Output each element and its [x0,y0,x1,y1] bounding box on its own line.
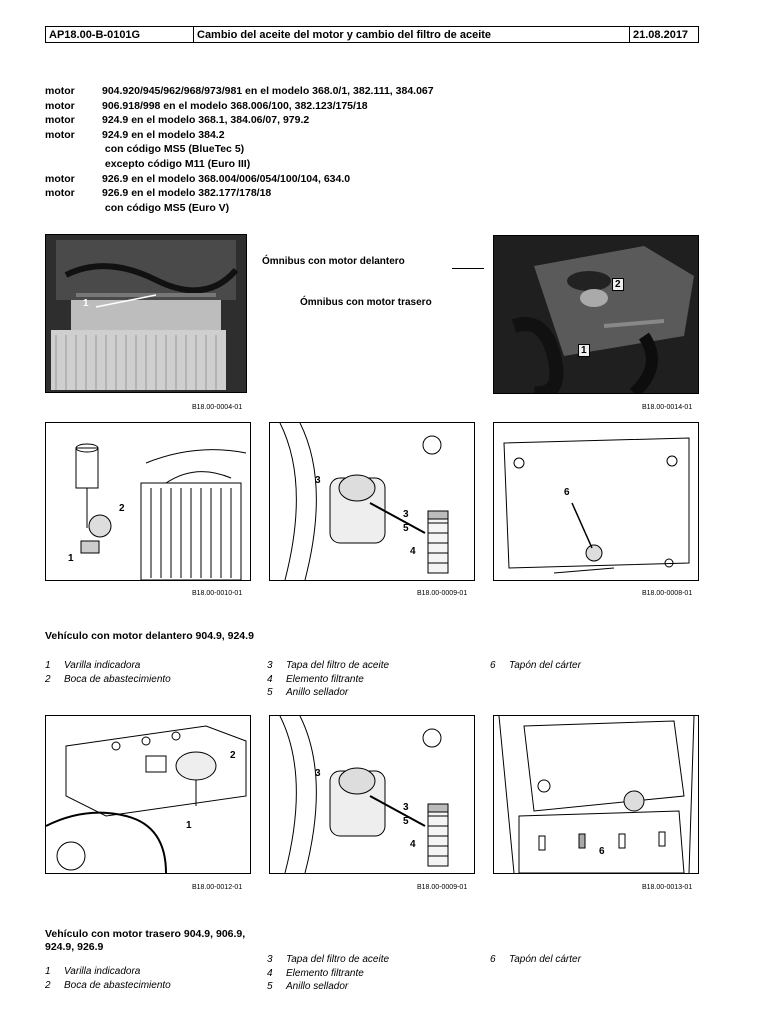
legend-item [267,980,389,994]
legend-text: Varilla indicadora [64,966,141,977]
callout-1: 1 [68,553,74,564]
model-row [45,157,434,172]
figure-photo-rear-engine [493,235,699,394]
connector-line [452,268,484,269]
oil-filter-drawing [270,716,474,873]
document-title: Cambio del aceite del motor y cambio del filtro de aceite [194,27,630,42]
callout-3: 3 [315,475,321,486]
figure-photo-front-engine [45,234,247,393]
model-label [45,157,102,172]
legend-text: Anillo sellador [286,687,349,698]
engine-photo-graphic [46,235,246,392]
model-label: motor [45,99,75,112]
model-text: con código MS5 (BlueTec 5) [102,143,245,156]
figure-caption: B18.00-0009-01 [417,884,468,891]
callout-6: 6 [599,846,605,857]
legend-number: 5 [267,687,273,698]
figure-drawing-oil-pan-rear [493,715,699,874]
legend-item [267,686,389,700]
figure-drawing-oil-filter-rear [269,715,475,874]
model-label: motor [45,172,75,185]
section-heading-rear-line1: Vehículo con motor trasero 904.9, 906.9, [45,928,246,940]
model-row [45,113,434,128]
model-row [45,128,434,143]
callout-5: 5 [403,816,409,827]
model-label [45,201,102,216]
callout-1: 1 [83,298,89,309]
callout-3: 3 [403,802,409,813]
legend-item [45,979,171,993]
legend-number: 4 [267,673,273,685]
callout-1: 1 [186,820,192,831]
bus-label-front: Ómnibus con motor delantero [262,256,405,267]
section-heading-rear-line2: 924.9, 926.9 [45,941,104,953]
legend-item [267,967,389,981]
model-row [45,142,434,157]
engine-photo-graphic [494,236,698,393]
model-text: 924.9 en el modelo 368.1, 384.06/07, 979.2 [102,114,310,127]
model-list [45,84,434,215]
oil-pan-drawing [494,423,698,580]
legend-text: Boca de abastecimiento [64,673,171,685]
oil-filter-drawing [270,423,474,580]
legend-number: 6 [490,954,496,965]
figure-caption: B18.00-0008-01 [642,590,693,597]
document-header [45,26,699,43]
model-label [45,142,102,157]
model-label: motor [45,187,75,200]
legend-item [490,659,581,673]
document-date: 21.08.2017 [633,29,689,41]
legend-item [267,659,389,673]
legend-rear-col2 [267,953,389,994]
legend-text: Elemento filtrante [286,967,364,979]
legend-front-col1 [45,659,171,686]
legend-text: Elemento filtrante [286,673,364,685]
legend-text: Anillo sellador [286,981,349,992]
legend-item [45,659,171,673]
figure-caption: B18.00-0004-01 [192,404,243,411]
legend-item [490,953,581,967]
model-row [45,172,434,187]
callout-1: 1 [578,344,590,357]
legend-number: 3 [267,660,273,671]
model-row [45,186,434,201]
model-text: 906.918/998 en el modelo 368.006/100, 382.123/175/18 [102,99,368,112]
model-row [45,99,434,114]
legend-number: 1 [45,660,51,671]
figure-caption: B18.00-0014-01 [642,404,693,411]
model-text: 924.9 en el modelo 384.2 [102,128,225,141]
callout-4: 4 [410,839,416,850]
model-label: motor [45,114,75,127]
figure-drawing-rear-filler [45,715,251,874]
legend-text: Tapón del cárter [509,954,581,965]
legend-number: 2 [45,979,51,991]
legend-rear-col1 [45,965,171,992]
legend-number: 4 [267,967,273,979]
legend-number: 5 [267,981,273,992]
model-row [45,201,434,216]
oil-pan-rear-drawing [494,716,698,873]
legend-front-col2 [267,659,389,700]
figure-caption: B18.00-0010-01 [192,590,243,597]
model-label: motor [45,128,75,141]
rear-filler-drawing [46,716,250,873]
legend-number: 1 [45,966,51,977]
legend-number: 3 [267,954,273,965]
model-text: 926.9 en el modelo 368.004/006/054/100/104, 634.0 [102,172,351,185]
section-heading-front: Vehículo con motor delantero 904.9, 924.9 [45,630,254,642]
legend-item [267,673,389,687]
legend-number: 2 [45,673,51,685]
figure-caption: B18.00-0013-01 [642,884,693,891]
callout-6: 6 [564,487,570,498]
model-text: con código MS5 (Euro V) [102,201,230,214]
bus-label-rear: Ómnibus con motor trasero [300,297,432,308]
model-text: 926.9 en el modelo 382.177/178/18 [102,187,272,200]
model-row [45,84,434,99]
legend-item [45,965,171,979]
callout-5: 5 [403,523,409,534]
legend-item [267,953,389,967]
legend-item [45,673,171,687]
callout-4: 4 [410,546,416,557]
dipstick-drawing [46,423,250,580]
legend-text: Tapón del cárter [509,660,581,671]
callout-3: 3 [403,509,409,520]
callout-2: 2 [119,503,125,514]
section-heading-rear [45,928,245,954]
legend-text: Tapa del filtro de aceite [286,954,390,965]
legend-text: Varilla indicadora [64,660,141,671]
callout-2: 2 [612,278,624,291]
figure-drawing-dipstick [45,422,251,581]
callout-3: 3 [315,768,321,779]
legend-text: Boca de abastecimiento [64,979,171,991]
figure-caption: B18.00-0009-01 [417,590,468,597]
legend-text: Tapa del filtro de aceite [286,660,390,671]
figure-caption: B18.00-0012-01 [192,884,243,891]
model-label: motor [45,85,75,97]
model-text: excepto código M11 (Euro III) [102,157,251,170]
document-code: AP18.00-B-0101G [46,27,194,42]
legend-front-col3 [490,659,581,673]
callout-2: 2 [230,750,236,761]
model-text: 904.920/945/962/968/973/981 en el modelo 368.0/1, 382.111, 384.067 [102,85,434,97]
figure-drawing-oil-pan [493,422,699,581]
figure-drawing-oil-filter [269,422,475,581]
legend-number: 6 [490,660,496,671]
legend-rear-col3 [490,953,581,967]
